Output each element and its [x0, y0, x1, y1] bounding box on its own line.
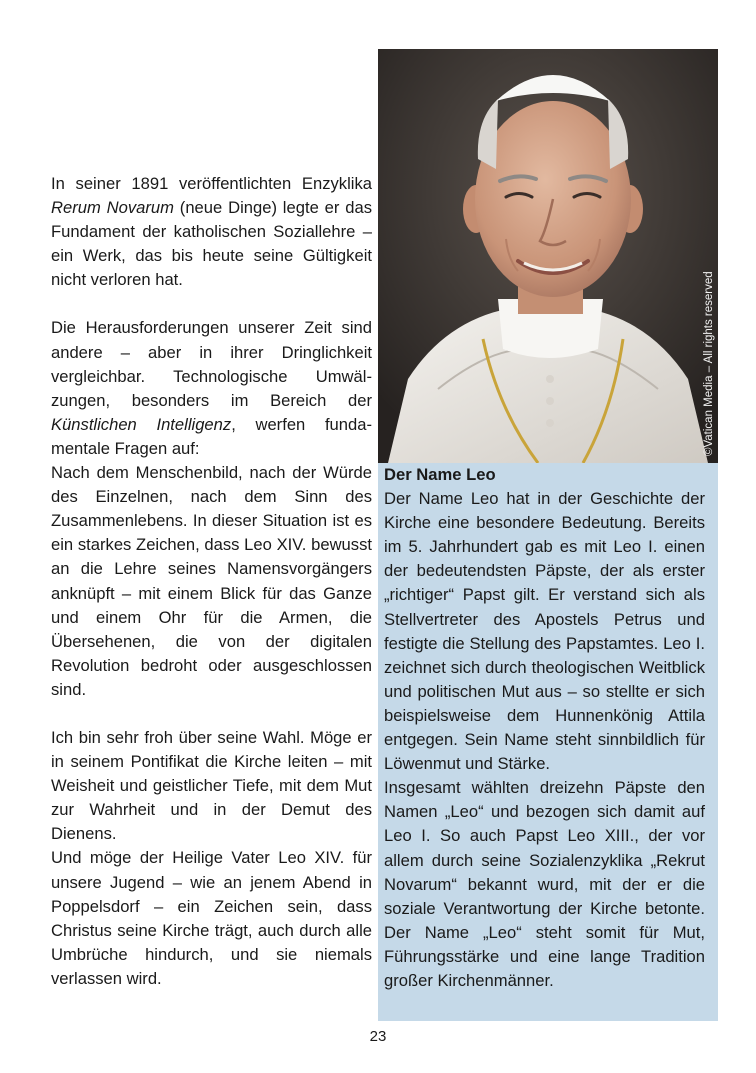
infobox-paragraph-popes: Insgesamt wählten dreizehn Päpste den Namen „Leo“ und bezogen sich damit auf Leo I. So auch Papst Leo XIII., der vor allem durch seine Sozialenzyklika „Rekrut Novarum“ bekannt wurd, mit der er die soziale Verantwortung der Kirche betonte. Der Name „Leo“ steht somit für Mut, Führungsstärke und eine lange Tradition großer Kirchenmänner.: [384, 778, 705, 990]
paragraph-rerum-novarum: [51, 172, 372, 292]
paragraph-text: In seiner 1891 veröffentlichten Enzyklika: [51, 174, 372, 193]
paragraph-election: Ich bin sehr froh über seine Wahl. Möge er in seinem Pontifikat die Kirche leiten – mit Weisheit und geistlicher Tiefe, mit dem Mut zur Wahrheit und in der Demut des Dienens.: [51, 727, 372, 844]
encyclical-title: Rerum Novarum: [51, 198, 174, 218]
paragraph-youth: Und möge der Heilige Vater Leo XIV. für unsere Jugend – wie an jenem Abend in Poppelsdorf – ein Zeichen sein, dass Christus seine Kirche trägt, auch durch alle Umbrüche hindurch, und sie niemals verlassen wird.: [51, 848, 372, 988]
main-text-column: [51, 172, 372, 991]
paragraph-text: (neue Dinge) legte er das Fundament der katholischen Soziallehre – ein Werk, das bis heute seine Gültigkeit nicht verloren hat.: [51, 198, 372, 290]
paragraph-text: , werfen fundamentale Fragen auf:: [51, 414, 372, 458]
photo-credit: ©Vatican Media – All rights reserved: [703, 271, 715, 456]
paragraph-text: Die Herausforderungen unserer Zeit sind andere – aber in ihrer Dringlichkeit vergleichbar. Technologische Umwälzungen, besonders im Bereich der: [51, 318, 372, 410]
name-leo-infobox: [378, 463, 718, 1021]
infobox-heading: Der Name Leo: [384, 465, 496, 484]
pope-portrait-photo: [378, 49, 718, 463]
page-number: 23: [369, 1028, 387, 1045]
paragraph-challenges: [51, 316, 372, 461]
pope-portrait-illustration: [378, 49, 718, 463]
paragraph-human-image: Nach dem Menschenbild, nach der Würde des Einzelnen, nach dem Sinn des Zusammenlebens. In dieser Situation ist es ein starkes Zeichen, dass Leo XIV. bewusst an die Lehre seines Namensvorgängers anknüpft – mit einem Blick für das Ganze und einem Ohr für die Armen, die Übersehenen, die von der digitalen Revolution bedroht oder ausgeschlossen sind.: [51, 463, 372, 699]
infobox-paragraph-history: Der Name Leo hat in der Geschichte der Kirche eine besondere Bedeutung. Bereits im 5. Jahrhundert gab es mit Leo I. einen der bedeutendsten Päpste, der als erster „richtiger“ Papst gilt. Er verstand sich als Stellvertreter des Apostels Petrus und festigte die Stellung des Papstamtes. Leo I. zeichnet sich durch theologischen Weitblick und politischen Mut aus – so stellte er sich beispielsweise dem Hunnenkönig Attila entgegen. Sein Name steht sinnbildlich für Löwenmut und Stärke.: [384, 489, 705, 774]
ai-term: Künstlichen Intelligenz: [51, 414, 232, 434]
